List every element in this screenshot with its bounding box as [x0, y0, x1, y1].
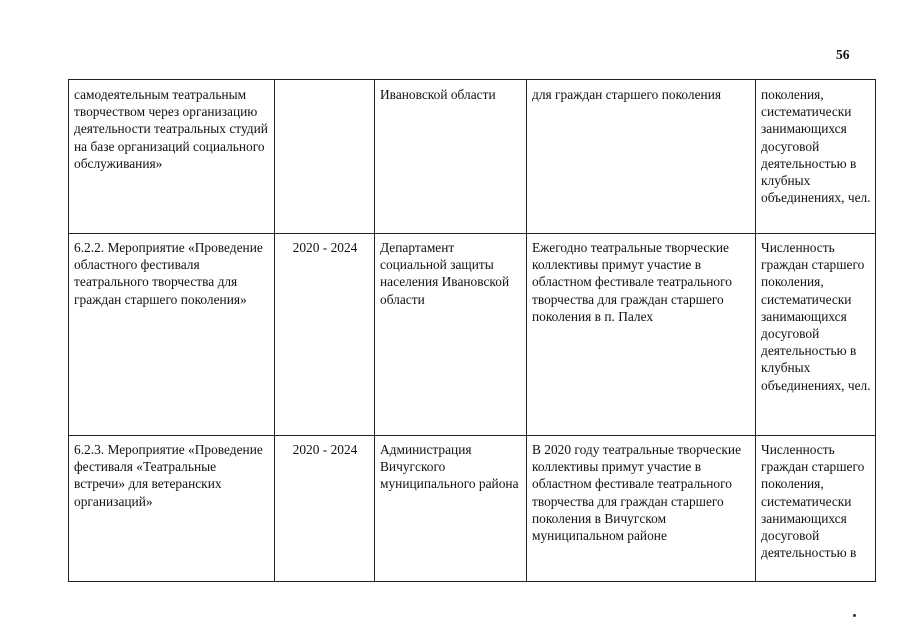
result-cell: для граждан старшего поколения [527, 80, 756, 234]
indicator-cell: Численность граждан старшего поколения, систематически занимающихся досуговой деятельностью в [756, 436, 876, 582]
table-row [69, 234, 876, 436]
activity-cell: самодеятельным театральным творчеством через организацию деятельности театральных студий на базе организаций социального обслуживания» [69, 80, 275, 234]
indicator-cell: Численность граждан старшего поколения, систематически занимающихся досуговой деятельностью в клубных объединениях, чел. [756, 234, 876, 436]
program-activities-table [68, 79, 876, 582]
executor-cell: Ивановской области [375, 80, 527, 234]
activity-cell: 6.2.3. Мероприятие «Проведение фестиваля «Театральные встречи» для ветеранских организаций» [69, 436, 275, 582]
result-cell: В 2020 году театральные творческие коллективы примут участие в областном фестивале театрального творчества для граждан старшего поколения в Вичугском муниципальном районе [527, 436, 756, 582]
activity-cell: 6.2.2. Мероприятие «Проведение областного фестиваля театрального творчества для граждан старшего поколения» [69, 234, 275, 436]
table-row [69, 436, 876, 582]
period-cell [275, 80, 375, 234]
indicator-cell: поколения, систематически занимающихся досуговой деятельностью в клубных объединениях, чел. [756, 80, 876, 234]
result-cell: Ежегодно театральные творческие коллективы примут участие в областном фестивале театрального творчества для граждан старшего поколения в п. Палех [527, 234, 756, 436]
period-cell: 2020 - 2024 [275, 436, 375, 582]
table-row [69, 80, 876, 234]
scan-speck [853, 614, 856, 617]
executor-cell: Администрация Вичугского муниципального района [375, 436, 527, 582]
period-cell: 2020 - 2024 [275, 234, 375, 436]
executor-cell: Департамент социальной защиты населения Ивановской области [375, 234, 527, 436]
page-number: 56 [836, 47, 850, 62]
